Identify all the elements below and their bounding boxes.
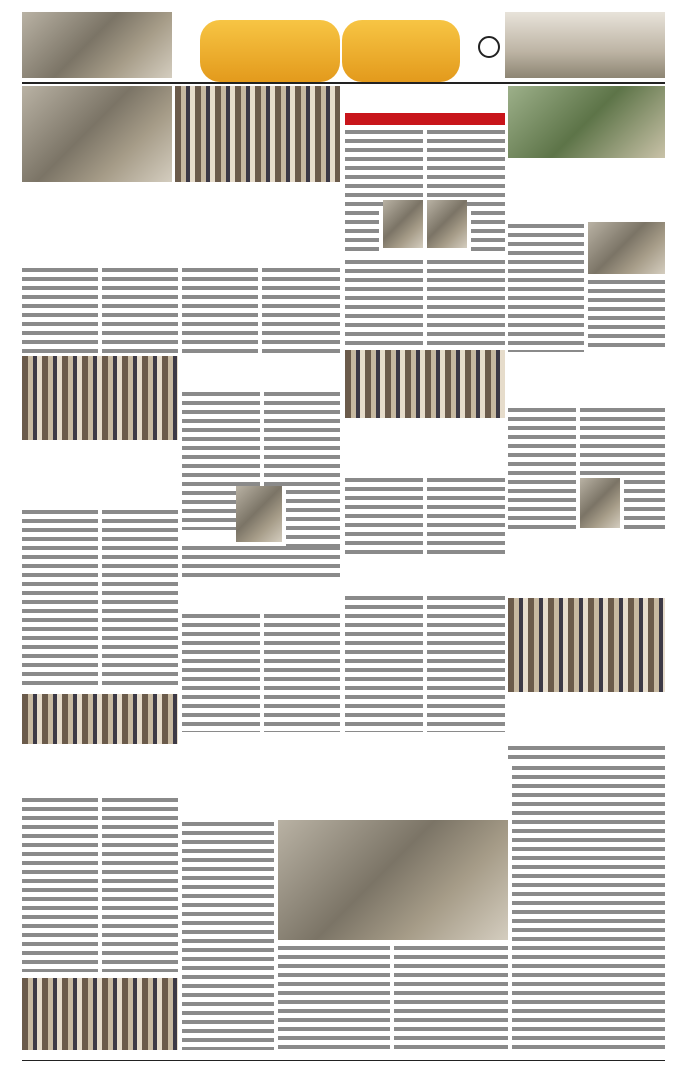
sports-col-1 bbox=[508, 222, 584, 352]
assoc-col-4 bbox=[471, 200, 505, 255]
traders-col-1 bbox=[182, 612, 260, 732]
nabha-photo bbox=[345, 350, 505, 418]
candidate-photo-1 bbox=[383, 200, 423, 248]
blood-col-1 bbox=[345, 594, 423, 732]
roads-photo bbox=[22, 694, 178, 744]
farmers-col-1 bbox=[508, 744, 665, 760]
farmers-photo bbox=[508, 598, 665, 692]
lead-col-3 bbox=[394, 944, 508, 1050]
police-col-4 bbox=[182, 544, 340, 580]
council-office-photo bbox=[22, 86, 172, 182]
meeting-photo bbox=[175, 86, 340, 182]
assoc-col-3 bbox=[345, 200, 379, 255]
accident-col-2 bbox=[580, 406, 665, 476]
masthead-right-photo bbox=[505, 12, 665, 78]
assoc-subhead bbox=[345, 113, 505, 125]
masthead-rule bbox=[22, 82, 665, 84]
accident-victim-photo bbox=[580, 478, 620, 528]
assoc-col-5 bbox=[345, 258, 423, 348]
assoc-col-2 bbox=[427, 128, 505, 206]
lead-col-2 bbox=[278, 944, 390, 1050]
lead-col-1 bbox=[182, 820, 274, 1050]
main-col-1 bbox=[22, 266, 98, 354]
candidate-photo-2 bbox=[427, 200, 467, 248]
sports-photo bbox=[588, 222, 665, 274]
masthead-city-panel bbox=[200, 20, 340, 82]
guru-col-1 bbox=[22, 508, 98, 688]
farmers-col-2 bbox=[512, 764, 665, 1050]
print-meta bbox=[3, 1, 303, 9]
roads-col-2 bbox=[102, 796, 178, 972]
sports-col-2 bbox=[588, 278, 665, 352]
guru-col-2 bbox=[102, 508, 178, 688]
masthead-banner bbox=[172, 14, 478, 86]
harnampura-photo bbox=[508, 86, 665, 158]
traders-col-2 bbox=[264, 612, 340, 732]
guru-ravidas-caption bbox=[22, 442, 178, 458]
blood-col-2 bbox=[427, 594, 505, 732]
main-col-3 bbox=[182, 266, 258, 354]
page-number bbox=[478, 36, 500, 58]
main-col-4 bbox=[262, 266, 340, 354]
footer-rule bbox=[22, 1060, 665, 1061]
masthead-paper-panel bbox=[342, 20, 460, 82]
nabha-caption bbox=[345, 420, 505, 432]
assoc-col-6 bbox=[427, 258, 505, 348]
roads-col-1 bbox=[22, 796, 98, 972]
police-col-2 bbox=[264, 390, 340, 486]
photo-caption bbox=[22, 184, 340, 200]
guru-ravidas-photo bbox=[22, 356, 178, 440]
police-col-3 bbox=[286, 488, 340, 548]
masthead-left-photo bbox=[22, 12, 172, 78]
main-col-2 bbox=[102, 266, 178, 354]
nabha-col-1 bbox=[345, 476, 423, 558]
accident-col-3 bbox=[624, 478, 665, 530]
nabha-col-2 bbox=[427, 476, 505, 558]
lead-meeting-photo bbox=[278, 820, 508, 940]
harnampura-caption bbox=[508, 160, 665, 174]
police-portrait bbox=[236, 486, 282, 542]
bottom-left-photo bbox=[22, 978, 178, 1050]
assoc-col-1 bbox=[345, 128, 423, 206]
accident-col-1 bbox=[508, 406, 576, 530]
